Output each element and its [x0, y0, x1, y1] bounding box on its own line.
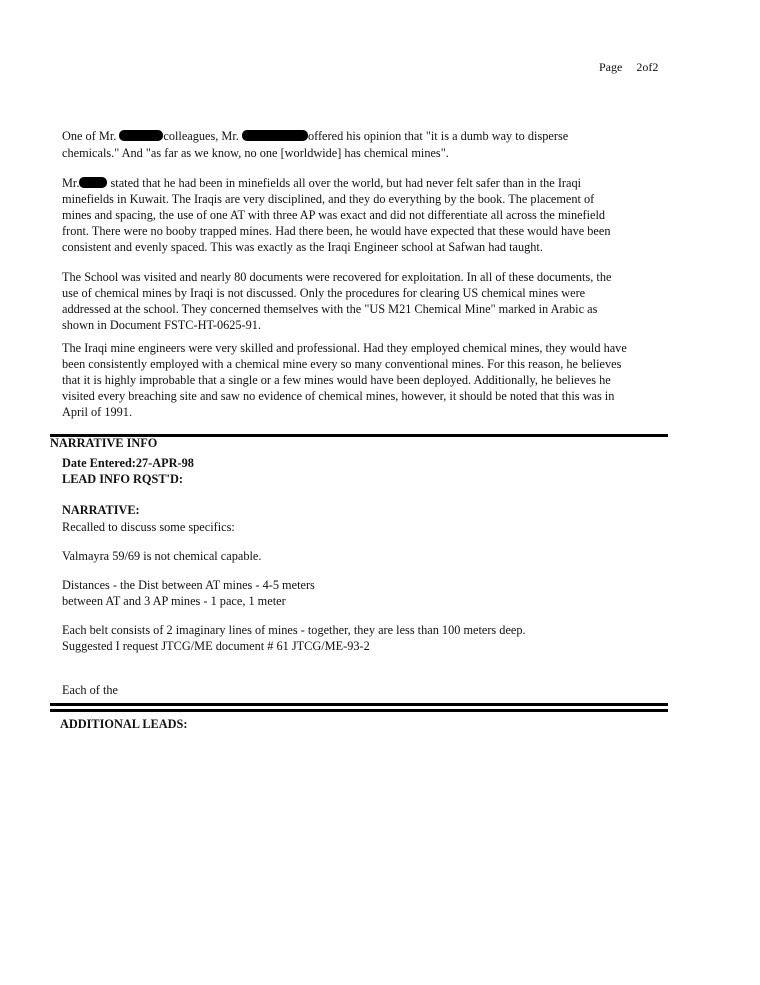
redaction [119, 130, 163, 141]
section-divider [50, 703, 668, 706]
page-value: 2of2 [636, 60, 659, 74]
text: colleagues, Mr. [163, 129, 239, 143]
paragraph-2-line [62, 175, 581, 191]
narrative-line: Distances - the Dist between AT mines - 4-5 meters [62, 578, 315, 592]
text: stated that he had been in minefields all over the world, but had never felt safer than in the Iraqi [110, 176, 582, 190]
paragraph-4-line: The Iraqi mine engineers were very skilled and professional. Had they employed chemical mines, they would have [62, 341, 627, 355]
date-entered: Date Entered:27-APR-98 [62, 456, 194, 470]
narrative-line: Recalled to discuss some specifics: [62, 520, 235, 534]
narrative-label: NARRATIVE: [62, 503, 140, 517]
paragraph-1-line: chemicals." And "as far as we know, no one [worldwide] has chemical mines". [62, 146, 449, 160]
paragraph-4-line: been consistently employed with a chemical mine every so many conventional mines. For this reason, he believes [62, 357, 622, 371]
paragraph-3-line: shown in Document FSTC-HT-0625-91. [62, 318, 262, 332]
lead-info-label: LEAD INFO RQST'D: [62, 472, 183, 486]
narrative-line: Each belt consists of 2 imaginary lines of mines - together, they are less than 100 meters deep. [62, 623, 526, 637]
paragraph-2-line: consistent and evenly spaced. This was exactly as the Iraqi Engineer school at Safwan had taught. [62, 240, 543, 254]
paragraph-4-line: visited every breaching site and saw no evidence of chemical mines, however, it should be noted that this was in [62, 389, 615, 403]
paragraph-1-line [62, 128, 568, 144]
redaction [79, 177, 107, 188]
redaction [242, 130, 308, 141]
narrative-info-heading: NARRATIVE INFO [50, 436, 158, 450]
paragraph-2-line: front. There were no booby trapped mines. Had there been, he would have expected that these would have been [62, 224, 611, 238]
additional-leads-heading: ADDITIONAL LEADS: [60, 717, 188, 731]
paragraph-4-line: that it is highly improbable that a single or a few mines would have been deployed. Additionally, he believes he [62, 373, 611, 387]
section-divider [50, 709, 668, 712]
text: Mr. [62, 176, 80, 190]
narrative-line: between AT and 3 AP mines - 1 pace, 1 meter [62, 594, 286, 608]
paragraph-3-line: The School was visited and nearly 80 documents were recovered for exploitation. In all of these documents, the [62, 270, 612, 284]
text: One of Mr. [62, 129, 117, 143]
text: offered his opinion that "it is a dumb way to disperse [307, 129, 569, 143]
narrative-line: Each of the [62, 683, 118, 697]
narrative-line: Valmayra 59/69 is not chemical capable. [62, 549, 262, 563]
narrative-line: Suggested I request JTCG/ME document # 61 JTCG/ME-93-2 [62, 639, 370, 653]
paragraph-3-line: addressed at the school. They concerned themselves with the "US M21 Chemical Mine" marked in Arabic as [62, 302, 598, 316]
paragraph-4-line: April of 1991. [62, 405, 133, 419]
paragraph-2-line: mines and spacing, the use of one AT with three AP was exact and did not differentiate all across the minefield [62, 208, 606, 222]
paragraph-2-line: minefields in Kuwait. The Iraqis are very disciplined, and they do everything by the book. The placement of [62, 192, 595, 206]
paragraph-3-line: use of chemical mines by Iraqi is not discussed. Only the procedures for clearing US chemical mines were [62, 286, 586, 300]
page-number [599, 60, 672, 75]
page-label: Page [599, 60, 623, 74]
